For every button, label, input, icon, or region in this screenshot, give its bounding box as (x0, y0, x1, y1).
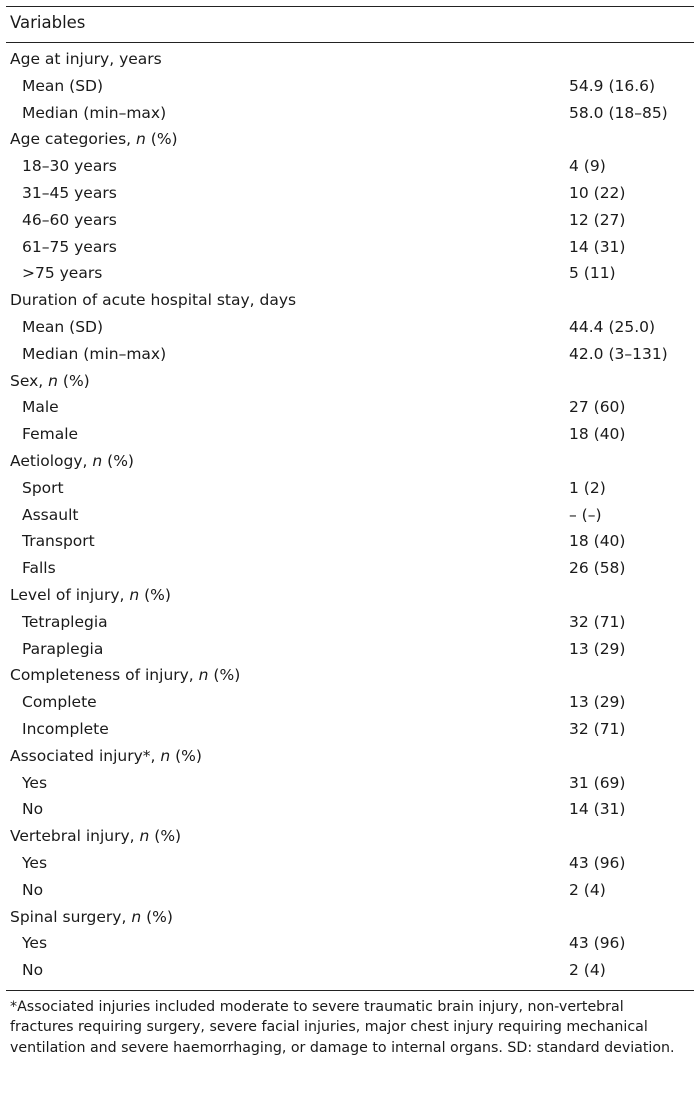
section-label: Age at injury, years (10, 50, 162, 68)
row-label: Median (min–max) (22, 103, 167, 122)
row-value: – (–) (569, 505, 602, 524)
table-row (6, 850, 694, 877)
section-label: Duration of acute hospital stay, days (10, 291, 297, 310)
table-row (6, 957, 694, 984)
table-row (6, 100, 694, 127)
row-value: 2 (4) (569, 880, 606, 899)
row-value: 5 (11) (569, 264, 616, 283)
table-row (6, 796, 694, 823)
table-row (6, 421, 694, 448)
header-variables: Variables (10, 13, 86, 32)
row-label: Yes (22, 773, 48, 792)
table-section-row (6, 287, 694, 314)
section-label: Age categories, n (%) (10, 130, 178, 149)
row-value: 27 (60) (569, 398, 626, 417)
row-label: Median (min–max) (22, 344, 167, 363)
table-section-row (6, 582, 694, 609)
row-label: Sport (22, 478, 64, 497)
table-row (6, 260, 694, 287)
row-label: 61–75 years (22, 237, 117, 256)
row-value: 32 (71) (569, 612, 626, 631)
table-row (6, 528, 694, 555)
table-row (6, 475, 694, 502)
table-section-row (6, 662, 694, 689)
table-row (6, 770, 694, 797)
section-label: Completeness of injury, n (%) (10, 666, 241, 685)
row-label: No (22, 880, 44, 899)
table-row (6, 314, 694, 341)
table-row (6, 502, 694, 529)
row-label: 31–45 years (22, 183, 117, 202)
table-row (6, 73, 694, 100)
table-row (6, 207, 694, 234)
table-section-row (6, 743, 694, 770)
row-label: Yes (22, 934, 48, 953)
table-row (6, 234, 694, 261)
table-section-row (6, 904, 694, 931)
row-label: Mean (SD) (22, 317, 104, 336)
row-value: 18 (40) (569, 425, 626, 444)
table-row (6, 689, 694, 716)
row-value: 26 (58) (569, 559, 626, 578)
row-label: Incomplete (22, 719, 109, 738)
row-value: 13 (29) (569, 639, 626, 658)
table-row (6, 930, 694, 957)
row-value: 18 (40) (569, 532, 626, 551)
section-label: Vertebral injury, n (%) (10, 827, 182, 846)
table-row (6, 153, 694, 180)
section-label: Aetiology, n (%) (10, 451, 134, 470)
table-section-row (6, 368, 694, 395)
table-header (6, 7, 694, 42)
row-value: 42.0 (3–131) (569, 344, 668, 363)
row-label: >75 years (22, 264, 103, 283)
row-value: 12 (27) (569, 210, 626, 229)
row-value: 14 (31) (569, 237, 626, 256)
row-value: 58.0 (18–85) (569, 103, 668, 122)
row-label: Mean (SD) (22, 76, 104, 95)
table-row (6, 180, 694, 207)
table-row (6, 609, 694, 636)
row-label: Yes (22, 853, 48, 872)
row-label: Assault (22, 505, 79, 524)
section-label: Associated injury*, n (%) (10, 746, 202, 765)
row-label: Transport (22, 532, 95, 551)
row-value: 54.9 (16.6) (569, 76, 656, 95)
row-label: 18–30 years (22, 157, 117, 176)
table-row (6, 394, 694, 421)
row-value: 43 (96) (569, 934, 626, 953)
row-label: Male (22, 398, 59, 417)
characteristics-table (6, 6, 694, 1058)
table-footnote: *Associated injuries included moderate to severe traumatic brain injury, non-vertebral fractures requiring surgery, severe facial injuries, major chest injury requiring mechanical ventilation and severe haemorrhaging, or damage to internal organs. SD: standard deviation. (10, 998, 675, 1056)
row-value: 32 (71) (569, 719, 626, 738)
row-value: 4 (9) (569, 157, 606, 176)
row-label: No (22, 800, 44, 819)
row-value: 44.4 (25.0) (569, 317, 656, 336)
row-label: Tetraplegia (22, 612, 108, 631)
row-label: Female (22, 425, 79, 444)
row-label: Complete (22, 693, 97, 712)
table-row (6, 716, 694, 743)
row-value: 2 (4) (569, 961, 606, 980)
row-label: 46–60 years (22, 210, 117, 229)
row-value: 1 (2) (569, 478, 606, 497)
table-section-row (6, 823, 694, 850)
table-row (6, 555, 694, 582)
table-row (6, 636, 694, 663)
row-label: Falls (22, 559, 56, 578)
table-section-row (6, 46, 694, 73)
row-value: 43 (96) (569, 853, 626, 872)
table-row (6, 877, 694, 904)
section-label: Sex, n (%) (10, 371, 90, 390)
table-body (6, 43, 694, 990)
table-section-row (6, 448, 694, 475)
section-label: Level of injury, n (%) (10, 585, 171, 604)
section-label: Spinal surgery, n (%) (10, 907, 173, 926)
row-label: Paraplegia (22, 639, 104, 658)
row-value: 10 (22) (569, 183, 626, 202)
row-value: 14 (31) (569, 800, 626, 819)
row-value: 13 (29) (569, 693, 626, 712)
row-value: 31 (69) (569, 773, 626, 792)
table-section-row (6, 126, 694, 153)
row-label: No (22, 961, 44, 980)
table-row (6, 341, 694, 368)
